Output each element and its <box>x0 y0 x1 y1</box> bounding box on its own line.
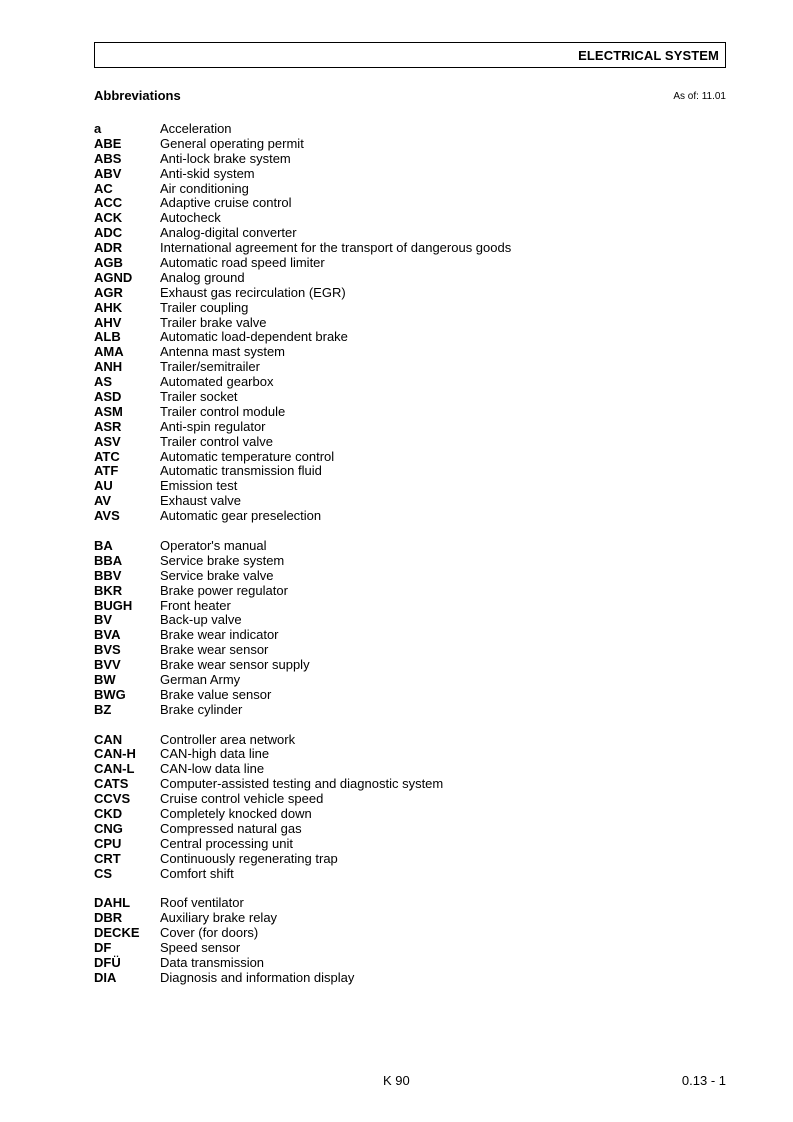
abbreviation-meaning: Trailer control valve <box>160 433 273 449</box>
abbreviation-term: CAN-L <box>94 761 135 777</box>
abbreviation-term: CPU <box>94 835 122 851</box>
abbreviation-group <box>94 122 734 524</box>
abbreviation-meaning: Roof ventilator <box>160 895 244 911</box>
abbreviation-row <box>94 241 734 256</box>
abbreviation-term: ALB <box>94 329 121 345</box>
abbreviation-meaning: Brake power regulator <box>160 582 288 598</box>
abbreviation-row <box>94 435 734 450</box>
abbreviation-meaning: German Army <box>160 671 241 687</box>
abbreviation-meaning: Acceleration <box>160 121 232 136</box>
abbreviation-term: BBA <box>94 552 123 568</box>
header-box <box>94 42 726 68</box>
abbreviation-term: DIA <box>94 969 117 985</box>
abbreviation-row <box>94 867 734 882</box>
abbreviation-meaning: Analog ground <box>160 269 245 285</box>
abbreviation-term: CAN-H <box>94 746 136 762</box>
abbreviation-term: DBR <box>94 910 123 926</box>
header-title: ELECTRICAL SYSTEM <box>578 48 719 63</box>
abbreviation-meaning: CAN-high data line <box>160 746 270 762</box>
abbreviation-term: DFÜ <box>94 954 121 970</box>
abbreviation-term: DAHL <box>94 895 131 911</box>
abbreviation-meaning: General operating permit <box>160 135 304 151</box>
abbreviation-meaning: Comfort shift <box>160 865 234 881</box>
abbreviation-term: CNG <box>94 820 123 836</box>
abbreviation-row <box>94 226 734 241</box>
abbreviation-row <box>94 747 734 762</box>
abbreviation-row <box>94 643 734 658</box>
abbreviation-term: ASD <box>94 389 122 405</box>
abbreviation-row <box>94 420 734 435</box>
abbreviation-row <box>94 494 734 509</box>
abbreviation-row <box>94 956 734 971</box>
abbreviation-row <box>94 584 734 599</box>
abbreviation-list <box>94 122 734 1001</box>
abbreviation-meaning: Brake cylinder <box>160 701 243 717</box>
abbreviation-meaning: Trailer socket <box>160 389 238 405</box>
abbreviation-row <box>94 807 734 822</box>
abbreviation-row <box>94 122 734 137</box>
abbreviation-meaning: Automatic road speed limiter <box>160 255 325 271</box>
abbreviation-meaning: International agreement for the transport of dangerous goods <box>160 240 512 256</box>
abbreviation-row <box>94 375 734 390</box>
abbreviation-meaning: Speed sensor <box>160 939 241 955</box>
abbreviation-row <box>94 554 734 569</box>
abbreviation-meaning: Anti-skid system <box>160 165 255 181</box>
abbreviation-group <box>94 896 734 985</box>
abbreviation-term: ABE <box>94 135 122 151</box>
abbreviation-row <box>94 316 734 331</box>
abbreviation-row <box>94 569 734 584</box>
abbreviation-meaning: Computer-assisted testing and diagnostic system <box>160 776 444 792</box>
footer-model: K 90 <box>383 1073 410 1088</box>
abbreviation-meaning: Continuously regenerating trap <box>160 850 338 866</box>
abbreviation-meaning: Antenna mast system <box>160 344 285 360</box>
abbreviation-meaning: Automated gearbox <box>160 374 274 390</box>
section-title: Abbreviations <box>94 88 181 103</box>
abbreviation-row <box>94 733 734 748</box>
abbreviation-row <box>94 599 734 614</box>
abbreviation-meaning: Anti-lock brake system <box>160 150 291 166</box>
abbreviation-meaning: Compressed natural gas <box>160 820 302 836</box>
abbreviation-group <box>94 733 734 882</box>
abbreviation-term: DECKE <box>94 925 140 941</box>
abbreviation-meaning: Trailer brake valve <box>160 314 267 330</box>
abbreviation-term: BVS <box>94 642 121 658</box>
abbreviation-row <box>94 539 734 554</box>
abbreviation-row <box>94 167 734 182</box>
abbreviation-term: ASV <box>94 433 121 449</box>
abbreviation-term: CCVS <box>94 791 131 807</box>
abbreviation-meaning: Data transmission <box>160 954 265 970</box>
abbreviation-meaning: Anti-spin regulator <box>160 418 266 434</box>
abbreviation-row <box>94 762 734 777</box>
abbreviation-row <box>94 613 734 628</box>
abbreviation-term: AVS <box>94 508 120 524</box>
abbreviation-meaning: Automatic load-dependent brake <box>160 329 348 345</box>
abbreviation-row <box>94 182 734 197</box>
abbreviation-row <box>94 450 734 465</box>
abbreviation-meaning: Cover (for doors) <box>160 925 259 941</box>
abbreviation-meaning: Autocheck <box>160 210 221 226</box>
abbreviation-term: BW <box>94 671 116 687</box>
abbreviation-term: ASM <box>94 403 123 419</box>
abbreviation-term: ADR <box>94 240 123 256</box>
abbreviation-row <box>94 837 734 852</box>
abbreviation-meaning: Air conditioning <box>160 180 249 196</box>
abbreviation-meaning: Automatic gear preselection <box>160 508 322 524</box>
footer-page-number: 0.13 - 1 <box>681 1073 726 1088</box>
abbreviation-meaning: Operator's manual <box>160 537 267 553</box>
abbreviation-row <box>94 301 734 316</box>
abbreviation-row <box>94 509 734 524</box>
abbreviation-meaning: Service brake system <box>160 552 285 568</box>
abbreviation-term: BVA <box>94 627 121 643</box>
abbreviation-group <box>94 539 734 718</box>
abbreviation-meaning: Controller area network <box>160 731 296 747</box>
abbreviation-term: AC <box>94 180 113 196</box>
abbreviation-row <box>94 390 734 405</box>
abbreviation-meaning: Exhaust gas recirculation (EGR) <box>160 284 346 300</box>
abbreviation-meaning: Brake wear sensor supply <box>160 657 310 673</box>
abbreviation-term: CKD <box>94 805 123 821</box>
abbreviation-term: a <box>94 121 102 136</box>
abbreviation-meaning: Front heater <box>160 597 231 613</box>
abbreviation-term: AGND <box>94 269 133 285</box>
abbreviation-meaning: Automatic temperature control <box>160 448 335 464</box>
abbreviation-term: BZ <box>94 701 112 717</box>
abbreviation-row <box>94 822 734 837</box>
abbreviation-row <box>94 345 734 360</box>
abbreviation-row <box>94 777 734 792</box>
abbreviation-term: CRT <box>94 850 121 866</box>
abbreviation-term: ANH <box>94 359 123 375</box>
abbreviation-term: AMA <box>94 344 124 360</box>
abbreviation-row <box>94 137 734 152</box>
abbreviation-row <box>94 688 734 703</box>
abbreviation-term: CATS <box>94 776 129 792</box>
abbreviation-term: ABS <box>94 150 122 166</box>
abbreviation-term: AGB <box>94 255 123 271</box>
abbreviation-term: BWG <box>94 686 126 702</box>
abbreviation-term: CAN <box>94 731 123 747</box>
abbreviation-row <box>94 152 734 167</box>
abbreviation-row <box>94 330 734 345</box>
abbreviation-row <box>94 911 734 926</box>
abbreviation-meaning: Trailer control module <box>160 403 286 419</box>
abbreviation-row <box>94 196 734 211</box>
abbreviation-row <box>94 256 734 271</box>
abbreviation-meaning: Central processing unit <box>160 835 293 851</box>
abbreviation-meaning: Emission test <box>160 478 238 494</box>
abbreviation-row <box>94 896 734 911</box>
abbreviation-row <box>94 286 734 301</box>
abbreviation-term: ATF <box>94 463 119 479</box>
abbreviation-term: AV <box>94 493 112 509</box>
abbreviation-meaning: Brake wear indicator <box>160 627 279 643</box>
abbreviation-row <box>94 852 734 867</box>
abbreviation-row <box>94 792 734 807</box>
abbreviation-meaning: Exhaust valve <box>160 493 241 509</box>
abbreviation-term: BVV <box>94 657 121 673</box>
abbreviation-meaning: Automatic transmission fluid <box>160 463 322 479</box>
abbreviation-row <box>94 360 734 375</box>
abbreviation-term: ABV <box>94 165 122 181</box>
abbreviation-meaning: Diagnosis and information display <box>160 969 355 985</box>
abbreviation-term: AGR <box>94 284 123 300</box>
abbreviation-meaning: Trailer coupling <box>160 299 249 315</box>
abbreviation-row <box>94 405 734 420</box>
as-of-date: As of: 11.01 <box>673 91 726 102</box>
abbreviation-meaning: Analog-digital converter <box>160 225 297 241</box>
abbreviation-meaning: Completely knocked down <box>160 805 312 821</box>
abbreviation-row <box>94 941 734 956</box>
abbreviation-meaning: Back-up valve <box>160 612 242 628</box>
abbreviation-term: AU <box>94 478 113 494</box>
abbreviation-term: ADC <box>94 225 123 241</box>
abbreviation-term: BUGH <box>94 597 133 613</box>
abbreviation-term: BV <box>94 612 113 628</box>
abbreviation-term: DF <box>94 939 112 955</box>
abbreviation-meaning: CAN-low data line <box>160 761 265 777</box>
abbreviation-row <box>94 673 734 688</box>
abbreviation-row <box>94 703 734 718</box>
abbreviation-meaning: Brake value sensor <box>160 686 272 702</box>
abbreviation-term: ATC <box>94 448 120 464</box>
abbreviation-row <box>94 628 734 643</box>
abbreviation-row <box>94 271 734 286</box>
abbreviation-term: AHK <box>94 299 123 315</box>
abbreviation-row <box>94 658 734 673</box>
abbreviation-row <box>94 464 734 479</box>
abbreviation-row <box>94 971 734 986</box>
abbreviation-meaning: Brake wear sensor <box>160 642 269 658</box>
abbreviation-term: CS <box>94 865 113 881</box>
abbreviation-term: BA <box>94 537 113 553</box>
abbreviation-term: BKR <box>94 582 123 598</box>
abbreviation-term: AS <box>94 374 113 390</box>
abbreviation-meaning: Auxiliary brake relay <box>160 910 278 926</box>
abbreviation-meaning: Trailer/semitrailer <box>160 359 260 375</box>
abbreviation-meaning: Service brake valve <box>160 567 274 583</box>
abbreviation-term: ASR <box>94 418 122 434</box>
abbreviation-term: AHV <box>94 314 122 330</box>
abbreviation-term: BBV <box>94 567 122 583</box>
abbreviation-term: ACC <box>94 195 123 211</box>
abbreviation-row <box>94 926 734 941</box>
abbreviation-term: ACK <box>94 210 123 226</box>
abbreviation-row <box>94 211 734 226</box>
abbreviation-meaning: Cruise control vehicle speed <box>160 791 324 807</box>
abbreviation-row <box>94 479 734 494</box>
abbreviation-meaning: Adaptive cruise control <box>160 195 292 211</box>
